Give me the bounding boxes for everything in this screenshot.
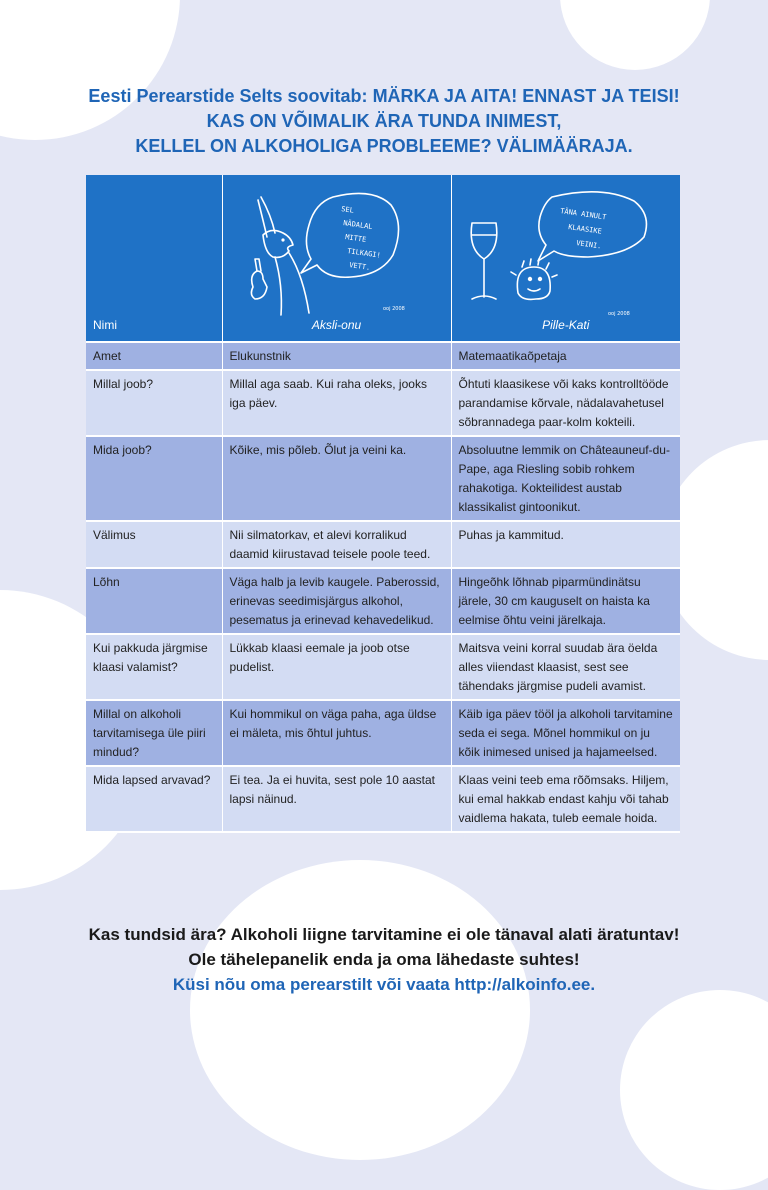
table-row bbox=[86, 766, 680, 832]
hand-bottle bbox=[251, 271, 267, 299]
creature-spikes bbox=[511, 259, 557, 277]
table-header-row bbox=[86, 175, 680, 342]
header-cell-aksli-onu bbox=[222, 175, 451, 342]
cell-pille-kati: Maitsva veini korral suudab ära öelda alles viiendast klaasist, sest see tähendaks järgmise pudeli avamist. bbox=[451, 634, 680, 700]
cell-aksli-onu: Elukunstnik bbox=[222, 342, 451, 370]
bg-circle-bottom bbox=[190, 860, 530, 1160]
cell-pille-kati: Klaas veini teeb ema rõõmsaks. Hiljem, kui emal hakkab endast kahju või tahab vaidlema hakata, tuleb eemale hoida. bbox=[451, 766, 680, 832]
bg-circle-bottom-right bbox=[620, 990, 768, 1190]
creature-eye-left bbox=[527, 277, 531, 281]
cell-aksli-onu: Väga halb ja levib kaugele. Paberossid, erinevas seedimisjärgus alkohol, pesematus ja erinevad kehavedelikud. bbox=[222, 568, 451, 634]
row-label: Amet bbox=[86, 342, 222, 370]
header-cell-pille-kati bbox=[451, 175, 680, 342]
bubble-text-line: TÄNA AINULT bbox=[559, 207, 607, 222]
row-label: Kui pakkuda järgmise klaasi valamist? bbox=[86, 634, 222, 700]
eye-dot bbox=[281, 238, 284, 241]
signature-left: ooj 2008 bbox=[382, 306, 405, 312]
table-row bbox=[86, 568, 680, 634]
cell-aksli-onu: Millal aga saab. Kui raha oleks, jooks iga päev. bbox=[222, 370, 451, 436]
table-row bbox=[86, 634, 680, 700]
row-label: Mida lapsed arvavad? bbox=[86, 766, 222, 832]
body-line bbox=[275, 257, 281, 315]
cell-aksli-onu: Ei tea. Ja ei huvita, sest pole 10 aastat lapsi näinud. bbox=[222, 766, 451, 832]
comparison-table bbox=[86, 175, 680, 833]
cell-pille-kati: Õhtuti klaasikese või kaks kontrolltööde parandamise kõrvale, nädalavahetusel sõbrannadega paar-kolm kokteili. bbox=[451, 370, 680, 436]
row-label: Millal on alkoholi tarvitamisega üle piiri mindud? bbox=[86, 700, 222, 766]
column-header-aksli-onu: Aksli-onu bbox=[311, 318, 362, 332]
back-line bbox=[289, 253, 309, 313]
table-row bbox=[86, 342, 680, 370]
header-slogan: MÄRKA JA AITA! ENNAST JA TEISI! bbox=[372, 86, 680, 106]
table-row bbox=[86, 521, 680, 568]
table-row bbox=[86, 436, 680, 521]
bubble-text-line: MITTE bbox=[344, 233, 367, 244]
cell-pille-kati: Käib iga päev tööl ja alkoholi tarvitamine seda ei sega. Mõnel hommikul on ju kõik inimesed unised ja hajameelsed. bbox=[451, 700, 680, 766]
creature-eye-right bbox=[537, 277, 541, 281]
bubble-text-line: TILKAGI! bbox=[346, 247, 381, 260]
row-label: Lõhn bbox=[86, 568, 222, 634]
row-label: Mida joob? bbox=[86, 436, 222, 521]
cell-pille-kati: Puhas ja kammitud. bbox=[451, 521, 680, 568]
row-label: Välimus bbox=[86, 521, 222, 568]
column-header-name: Nimi bbox=[93, 318, 117, 332]
bubble-text-line: NÄDALAL bbox=[342, 219, 373, 232]
header-line-3: KELLEL ON ALKOHOLIGA PROBLEEME? VÄLIMÄÄRAJA. bbox=[135, 136, 633, 156]
signature-right: ooj 2008 bbox=[607, 311, 630, 317]
bubble-text-line: VEINI. bbox=[575, 239, 602, 251]
bubble-text-line: VETT. bbox=[348, 261, 371, 272]
header-lead: Eesti Perearstide Selts soovitab: bbox=[88, 86, 368, 106]
row-label: Millal joob? bbox=[86, 370, 222, 436]
bg-circle-top-right bbox=[560, 0, 710, 70]
table-row bbox=[86, 370, 680, 436]
wine-glass-bowl bbox=[471, 223, 497, 259]
cell-aksli-onu: Kui hommikul on väga paha, aga üldse ei mäleta, mis õhtul juhtus. bbox=[222, 700, 451, 766]
ear-right-line bbox=[261, 197, 275, 233]
footer-line-2: Ole tähelepanelik enda ja oma lähedaste suhtes! bbox=[188, 950, 580, 969]
creature-mouth bbox=[528, 289, 540, 291]
creature-body bbox=[517, 267, 550, 299]
bubble-text-line: KLAASIKE bbox=[567, 223, 602, 236]
bottle-neck bbox=[255, 259, 261, 271]
footer-line-1: Kas tundsid ära? Alkoholi liigne tarvitamine ei ole tänaval alati äratuntav! bbox=[88, 925, 680, 944]
header-line-2: KAS ON VÕIMALIK ÄRA TUNDA INIMEST, bbox=[206, 111, 562, 131]
cell-aksli-onu: Kõike, mis põleb. Õlut ja veini ka. bbox=[222, 436, 451, 521]
footer-link-line[interactable]: Küsi nõu oma perearstilt või vaata http://alkoinfo.ee. bbox=[172, 975, 596, 994]
cell-pille-kati: Absoluutne lemmik on Châteauneuf-du-Pape, aga Riesling sobib rohkem rahakotiga. Kokteilidest austab klassikalist gintoonikut. bbox=[451, 436, 680, 521]
table-row bbox=[86, 700, 680, 766]
cell-aksli-onu: Nii silmatorkav, et alevi korralikud daamid kiirustavad teisele poole teed. bbox=[222, 521, 451, 568]
column-header-pille-kati: Pille-Kati bbox=[542, 318, 590, 332]
cell-aksli-onu: Lükkab klaasi eemale ja joob otse pudelist. bbox=[222, 634, 451, 700]
header-cell-name bbox=[86, 175, 222, 342]
cell-pille-kati: Hingeõhk lõhnab piparmündinätsu järele, 30 cm kauguselt on haista ka eelmise õhtu veini järelkaja. bbox=[451, 568, 680, 634]
page-header bbox=[0, 84, 768, 159]
bubble-text-line: SEL bbox=[340, 205, 354, 215]
header-line-1 bbox=[0, 84, 768, 109]
page-footer bbox=[0, 922, 768, 997]
cell-pille-kati: Matemaatikaõpetaja bbox=[451, 342, 680, 370]
